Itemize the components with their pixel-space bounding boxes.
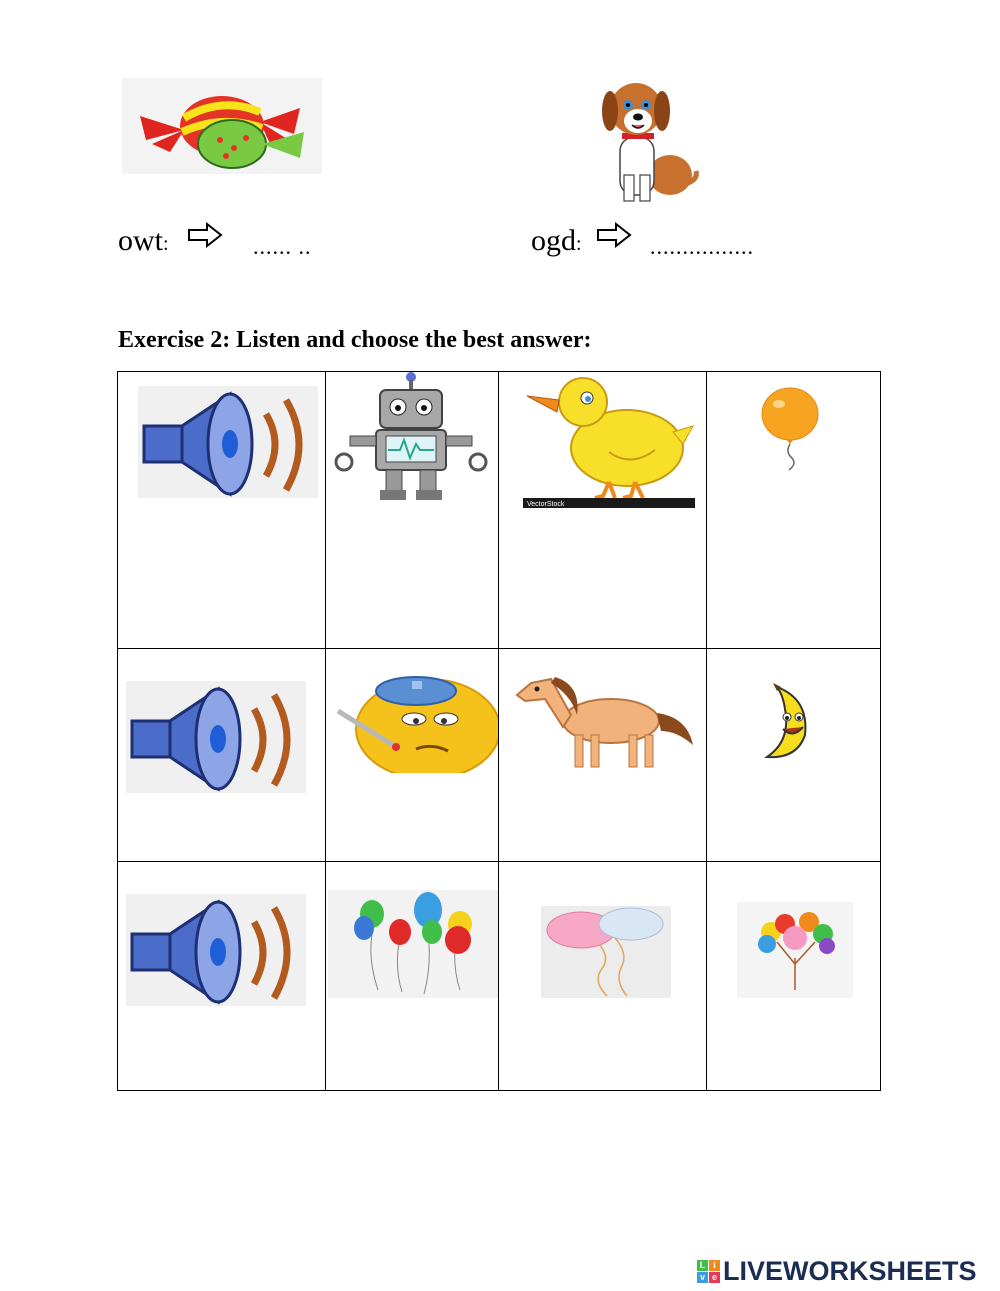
exercise-2-heading: Exercise 2: Listen and choose the best answer: — [118, 327, 592, 353]
choice-cell-2-3[interactable] — [707, 649, 881, 862]
audio-cell-1 — [118, 372, 326, 649]
choice-cell-2-1[interactable] — [326, 649, 499, 862]
logo-letter: e — [709, 1272, 720, 1283]
two-balloons-picture — [541, 906, 671, 998]
horse-picture — [511, 665, 697, 773]
choice-cell-1-3[interactable] — [707, 372, 881, 649]
logo-letter: i — [709, 1260, 720, 1271]
logo-letter: L — [697, 1260, 708, 1271]
speaker-icon[interactable] — [126, 681, 306, 793]
banana-picture — [747, 679, 827, 763]
watermark-text: VectorStock — [527, 501, 565, 508]
speaker-icon[interactable] — [126, 894, 306, 1006]
colon-1: : — [163, 233, 169, 255]
balloons-picture — [328, 890, 498, 998]
logo-letter: v — [697, 1272, 708, 1283]
scramble-item-2 — [531, 224, 601, 264]
choice-cell-3-3[interactable] — [707, 862, 881, 1091]
robot-picture — [330, 372, 492, 502]
scrambled-word-1: owt — [118, 224, 163, 257]
arrow-right-icon — [187, 222, 223, 248]
choice-cell-2-2[interactable] — [499, 649, 707, 862]
scrambled-word-2: ogd — [531, 224, 576, 257]
duck-picture — [523, 372, 695, 508]
scramble-item-1 — [118, 224, 358, 264]
liveworksheets-logo[interactable] — [697, 1256, 977, 1286]
balloon-bunch-picture — [737, 902, 853, 998]
arrow-right-icon — [596, 222, 632, 248]
dog-picture — [598, 75, 700, 205]
colon-2: : — [576, 233, 582, 255]
answer-blank-1[interactable]: ...... .. — [253, 234, 312, 259]
audio-cell-3 — [118, 862, 326, 1091]
balloon-picture — [745, 386, 835, 476]
sick-face-picture — [332, 667, 498, 773]
audio-cell-2 — [118, 649, 326, 862]
choice-cell-3-1[interactable] — [326, 862, 499, 1091]
answer-grid — [117, 371, 881, 1091]
choice-cell-1-2[interactable] — [499, 372, 707, 649]
logo-text: LIVEWORKSHEETS — [723, 1255, 977, 1286]
candy-picture — [122, 78, 322, 174]
choice-cell-1-1[interactable] — [326, 372, 499, 649]
answer-blank-2[interactable]: ................ — [650, 234, 754, 259]
choice-cell-3-2[interactable] — [499, 862, 707, 1091]
logo-mark-icon — [697, 1260, 720, 1283]
speaker-icon[interactable] — [138, 386, 318, 498]
